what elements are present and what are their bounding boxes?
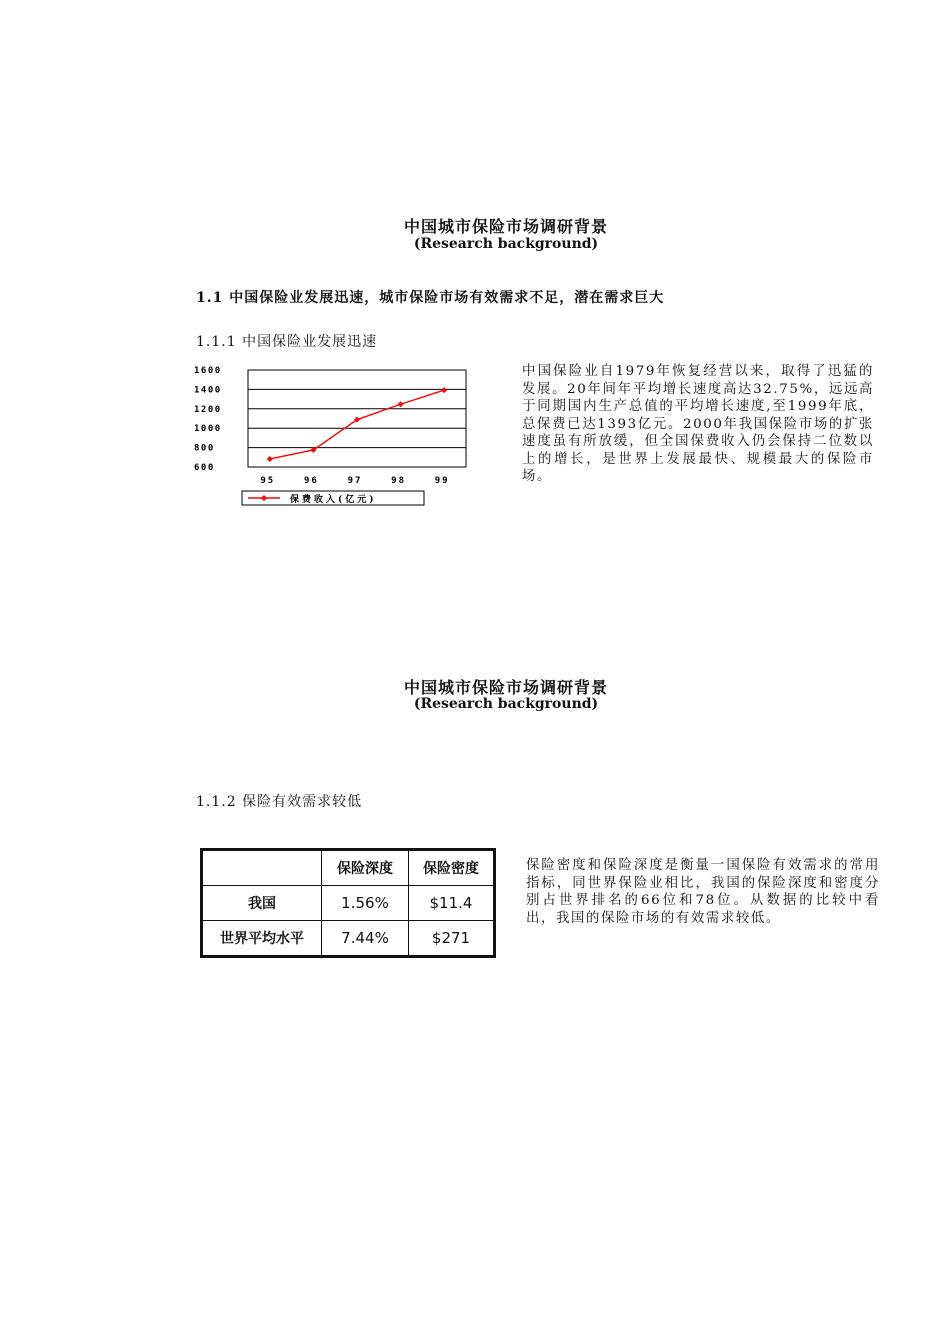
table-header-row [202,850,495,886]
y-tick-label: 800 [194,443,215,454]
data-point [267,456,273,462]
data-point [398,401,404,407]
table-header-cell: 保险深度 [322,850,409,886]
table-cell: 世界平均水平 [202,920,322,956]
x-tick-label: 96 [303,476,319,486]
table-cell: 我国 [202,886,322,921]
chart-legend [242,491,424,505]
y-tick-label: 1600 [194,366,222,376]
section1-subheading: 1.1.1 中国保险业发展迅速 [196,334,378,350]
table-cell: $271 [409,920,495,956]
table-row [202,920,495,956]
table-header-cell: 保险密度 [409,850,495,886]
section1-subtitle: (Research background) [413,236,599,252]
section1-paragraph [522,363,874,486]
y-tick-label: 600 [194,463,215,473]
y-tick-label: 1000 [194,424,222,435]
insurance-stats-table [200,848,496,958]
table-cell: 1.56% [322,886,409,921]
x-tick-label: 97 [347,476,363,486]
legend-label: 保费收入(亿元) [290,495,377,505]
section2-paragraph-text: 保险密度和保险深度是衡量一国保险有效需求的常用指标，同世界保险业相比，我国的保险深度和密度分别占世界排名的66位和78位。从数据的比较中看出，我国的保险市场的有效需求较低。 [526,858,880,926]
section1-title: 中国城市保险市场调研背景 [403,217,608,236]
section1-heading: 1.1 中国保险业发展迅速，城市保险市场有效需求不足，潜在需求巨大 [196,290,665,306]
table-cell: 7.44% [322,920,409,956]
series-line [270,390,444,459]
y-tick-label: 1400 [194,385,222,396]
data-point [441,387,447,393]
x-tick-label: 99 [434,476,450,486]
table-row [202,886,495,921]
section2-subheading: 1.1.2 保险有效需求较低 [196,794,363,810]
x-tick-label: 95 [260,476,276,486]
section2-subtitle: (Research background) [413,696,599,712]
section2-paragraph [526,857,880,927]
table-header-cell [202,850,322,886]
section2-title: 中国城市保险市场调研背景 [403,678,608,697]
premium-chart [190,360,480,515]
x-tick-label: 98 [391,476,407,486]
chart-y-ticks [194,366,222,473]
section1-paragraph-text: 中国保险业自1979年恢复经营以来，取得了迅猛的发展。20年间年平均增长速度高达32.75%，远远高于同期国内生产总值的平均增长速度,至1999年底，总保费已达1393亿元。2000年我国保险市场的扩张速度虽有所放缓，但全国保费收入仍会保持二位数以上的增长，是世界上发展最快、规模最大的保险市场。 [522,364,874,484]
chart-series-line [270,390,444,459]
table-cell: $11.4 [409,886,495,921]
chart-x-ticks [260,476,449,486]
y-tick-label: 1200 [194,404,222,415]
